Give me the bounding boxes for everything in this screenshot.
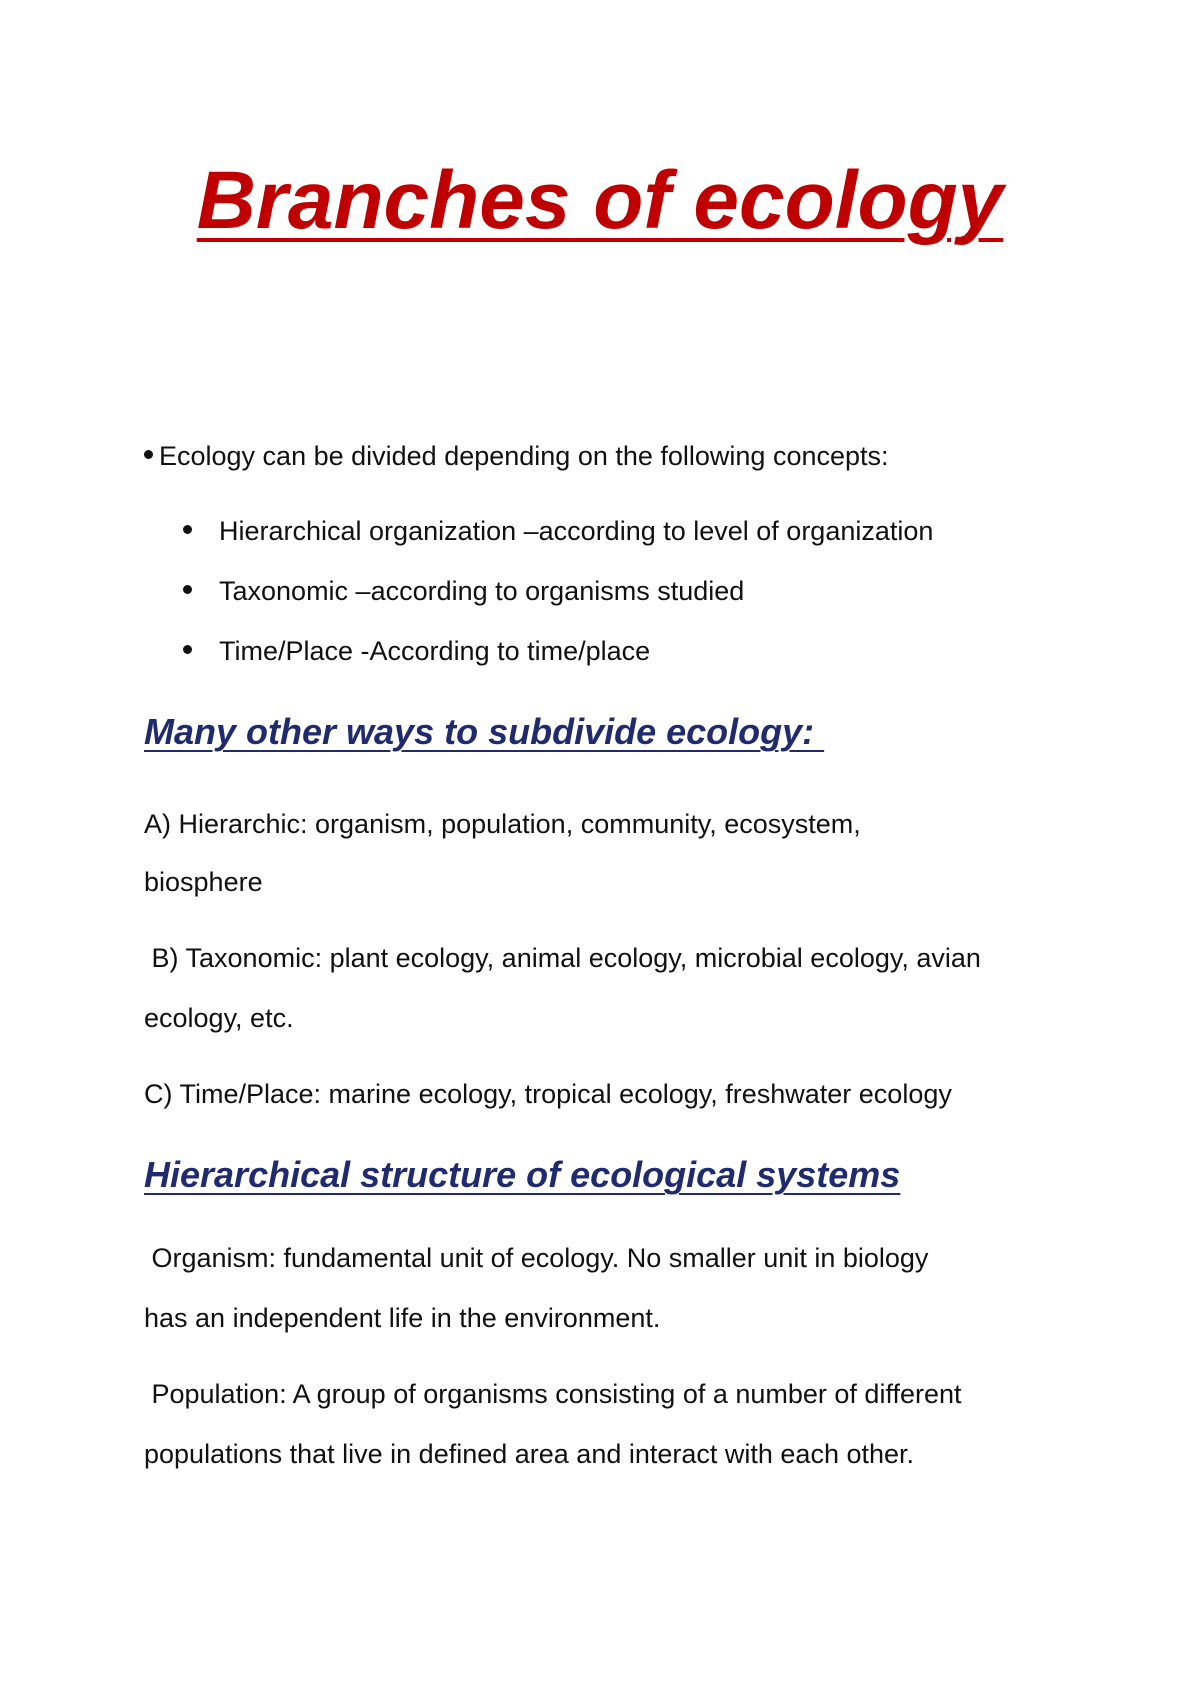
intro-text: Ecology can be divided depending on the following concepts:: [159, 441, 889, 471]
list-item: [183, 515, 933, 547]
paragraph-a-line1: A) Hierarchic: organism, population, community, ecosystem,: [144, 809, 861, 839]
paragraph-organism-line2: has an independent life in the environment.: [144, 1303, 661, 1333]
bullet-icon: [183, 645, 192, 654]
bullet-icon: [183, 585, 192, 594]
bullet-icon: [144, 450, 153, 459]
paragraph-c-line1: C) Time/Place: marine ecology, tropical ecology, freshwater ecology: [144, 1079, 952, 1109]
section-heading-subdivide: Many other ways to subdivide ecology:: [144, 711, 825, 752]
concept-text: Taxonomic –according to organisms studied: [219, 576, 745, 606]
paragraph-b-line2: ecology, etc.: [144, 1003, 294, 1033]
paragraph-population-line2: populations that live in defined area and interact with each other.: [144, 1439, 915, 1469]
list-item: [183, 575, 744, 607]
paragraph-population-line1: Population: A group of organisms consisting of a number of different: [144, 1379, 962, 1409]
intro-bullet: [144, 440, 889, 472]
paragraph-a-line2: biosphere: [144, 867, 263, 897]
paragraph-organism-line1: Organism: fundamental unit of ecology. No smaller unit in biology: [144, 1243, 929, 1273]
paragraph-b-line1: B) Taxonomic: plant ecology, animal ecology, microbial ecology, avian: [144, 943, 981, 973]
bullet-icon: [183, 525, 192, 534]
list-item: [183, 635, 650, 667]
concept-text: Hierarchical organization –according to level of organization: [219, 516, 934, 546]
concept-text: Time/Place -According to time/place: [219, 636, 651, 666]
section-heading-hierarchical: Hierarchical structure of ecological systems: [144, 1154, 901, 1195]
page-title: Branches of ecology: [196, 155, 1004, 246]
